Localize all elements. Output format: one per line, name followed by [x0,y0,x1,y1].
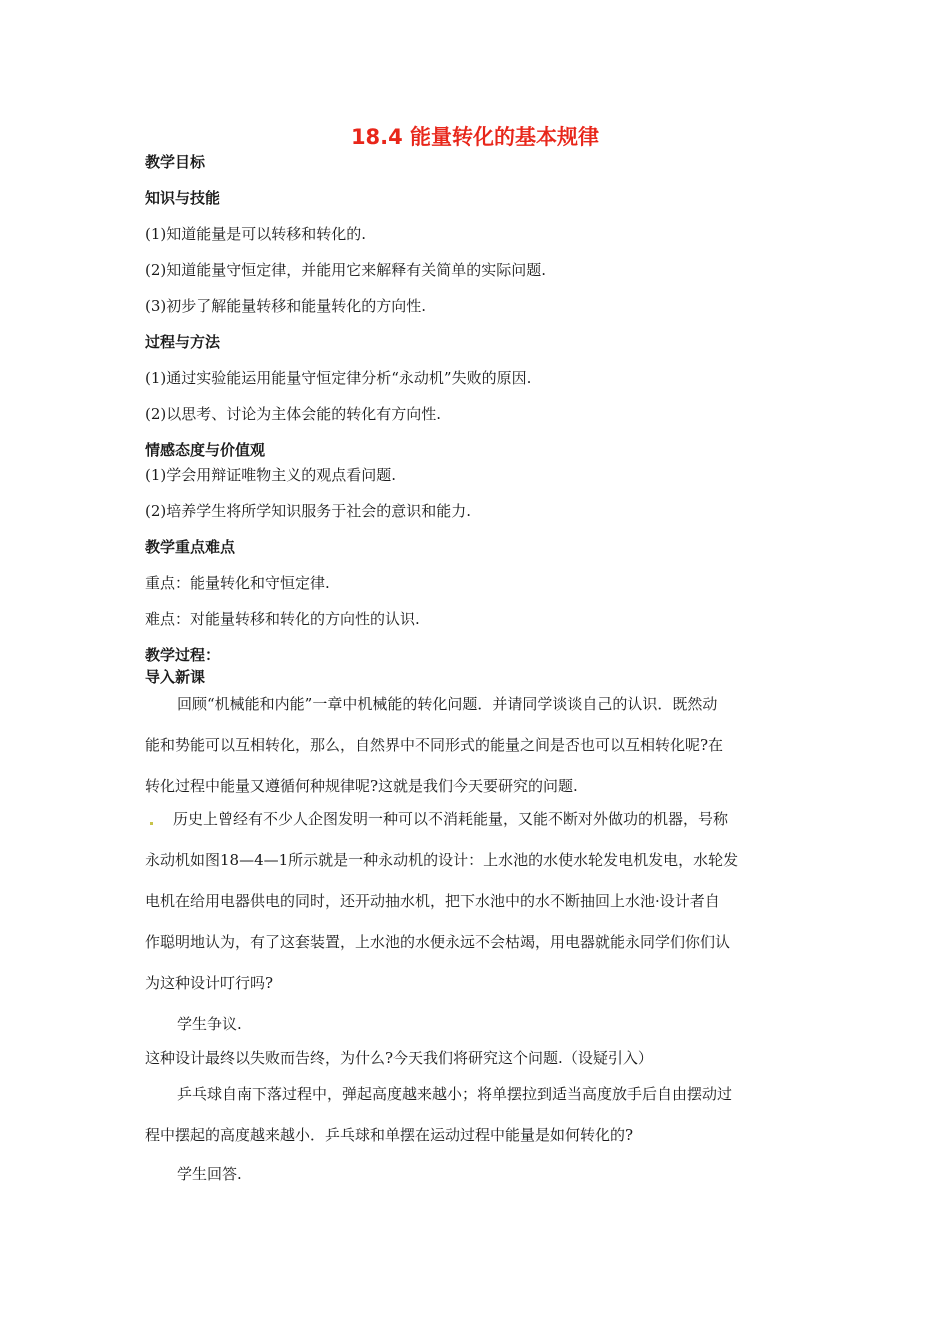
paragraph-1-line-1: 回顾“机械能和内能”一章中机械能的转化问题．并请同学谈谈自己的认识．既然动 [177,695,718,713]
paragraph-2-line-4: 作聪明地认为，有了这套装置，上水池的水便永远不会枯竭，用电器就能永同学们你们认 [145,933,731,951]
paragraph-2-line-1: 历史上曾经有不少人企图发明一种可以不消耗能量，又能不断对外做功的机器，号称 [173,810,729,828]
ks-item-3: (3)初步了解能量转移和能量转化的方向性. [145,297,427,315]
key-point: 重点：能量转化和守恒定律. [145,574,330,592]
paragraph-2-line-2: 永动机如图18—4—1所示就是一种永动机的设计：上水池的水使水轮发电机发电，水轮发 [145,851,739,869]
paragraph-2-line-3: 电机在给用电器供电的同时，还开动抽水机，把下水池中的水不断抽回上水池·设计者自 [145,892,720,910]
stray-mark [150,822,153,825]
paragraph-1-line-2: 能和势能可以互相转化，那么，自然界中不同形式的能量之间是否也可以互相转化呢?在 [145,736,724,754]
page-title: 18.4 能量转化的基本规律 [350,125,600,149]
paragraph-5-line-2: 程中摆起的高度越来越小．乒乓球和单摆在运动过程中能量是如何转化的? [145,1126,634,1144]
paragraph-6: 学生回答. [177,1165,242,1183]
pm-item-1: (1)通过实验能运用能量守恒定律分析“永动机”失败的原因. [145,369,532,387]
paragraph-3: 学生争议. [177,1015,242,1033]
paragraph-2-line-5: 为这种设计叮行吗? [145,974,274,992]
av-item-2: (2)培养学生将所学知识服务于社会的意识和能力. [145,502,472,520]
difficult-point: 难点：对能量转移和转化的方向性的认识. [145,610,420,628]
av-item-1: (1)学会用辩证唯物主义的观点看问题. [145,466,397,484]
paragraph-4: 这种设计最终以失败而告终，为什么?今天我们将研究这个问题.（设疑引入） [145,1049,653,1067]
heading-process-method: 过程与方法 [145,333,221,351]
ks-item-2: (2)知道能量守恒定律，并能用它来解释有关简单的实际问题. [145,261,547,279]
paragraph-5-line-1: 乒乓球自南下落过程中，弹起高度越来越小；将单摆拉到适当高度放手后自由摆动过 [177,1085,733,1103]
heading-attitude-values: 情感态度与价值观 [145,441,266,459]
heading-teaching-process: 教学过程： [145,646,221,664]
heading-objectives: 教学目标 [145,153,206,171]
pm-item-2: (2)以思考、讨论为主体会能的转化有方向性. [145,405,442,423]
heading-knowledge-skills: 知识与技能 [145,189,221,207]
heading-intro: 导入新课 [145,668,206,686]
ks-item-1: (1)知道能量是可以转移和转化的. [145,225,367,243]
paragraph-1-line-3: 转化过程中能量又遵循何种规律呢?这就是我们今天要研究的问题. [145,777,578,795]
heading-key-points: 教学重点难点 [145,538,236,556]
